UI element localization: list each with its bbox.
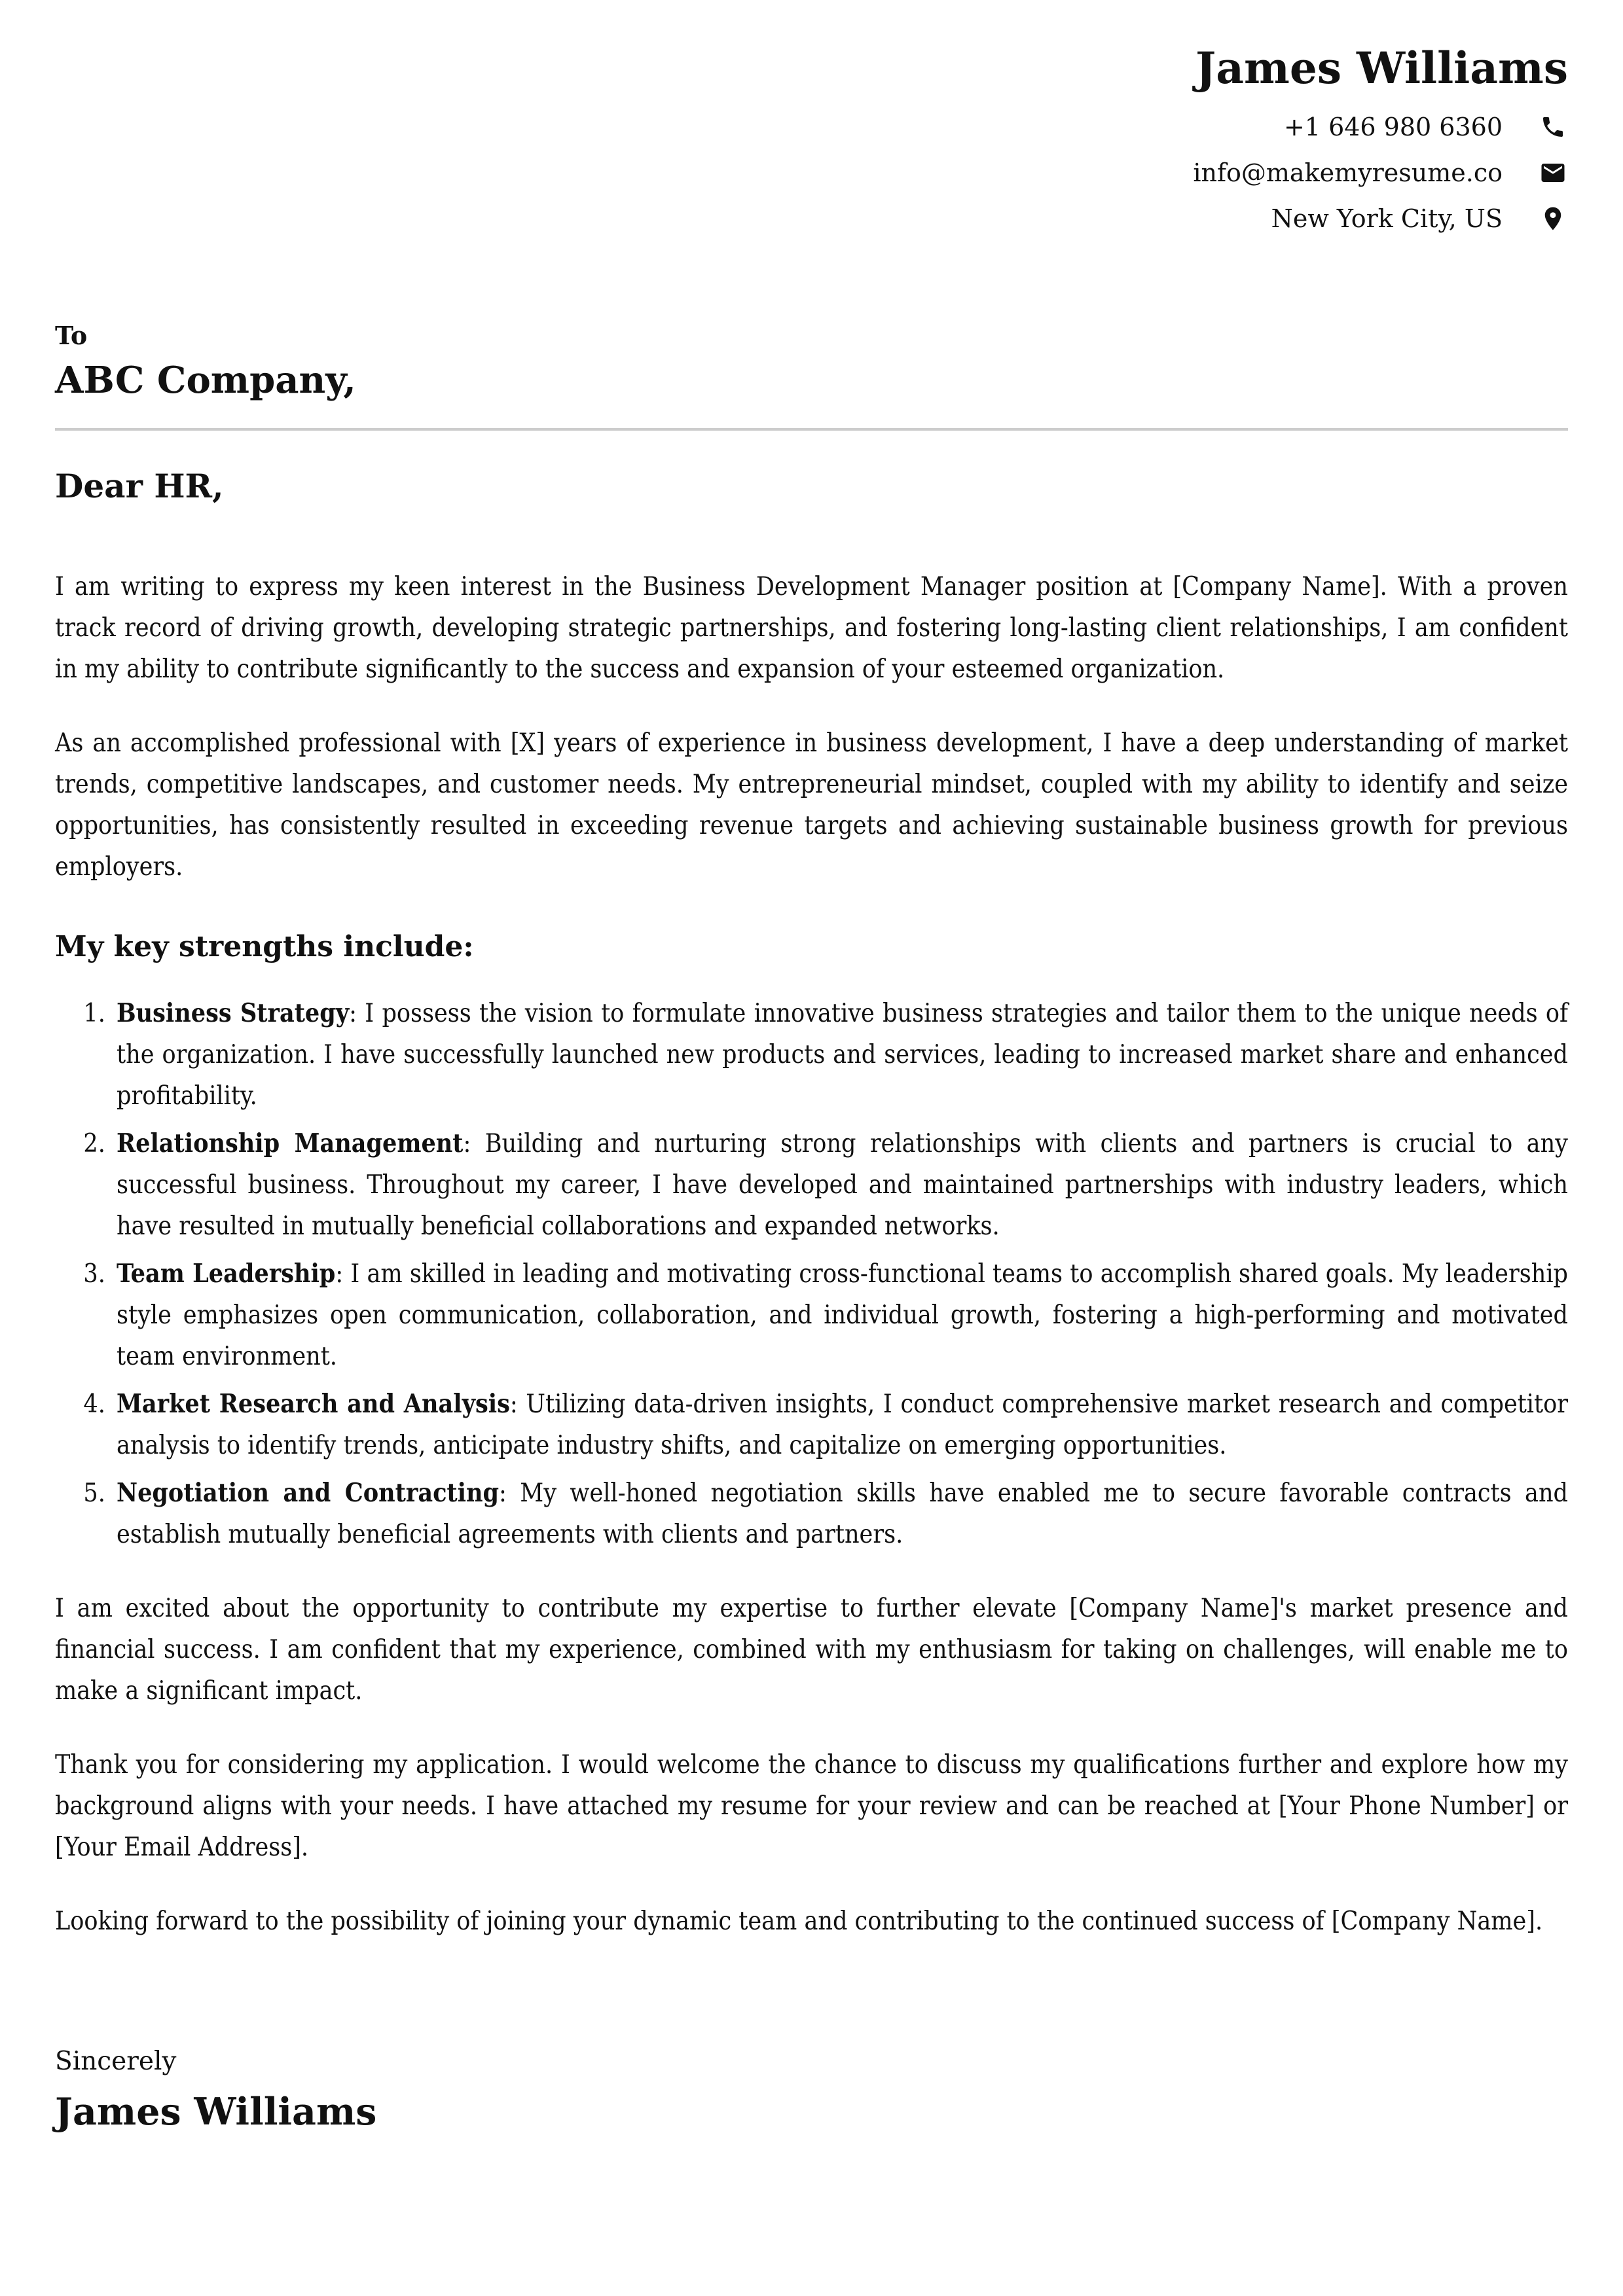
strength-desc: : I am skilled in leading and motivating cross-functional teams to accomplish shared goals. My leadership style emphasizes open communication, collaboration, and individual growth, fostering a high-performing and motivated team environment. — [117, 1259, 1568, 1372]
phone-icon — [1538, 114, 1568, 140]
email-icon — [1538, 159, 1568, 187]
divider — [55, 428, 1568, 431]
recipient-block — [55, 319, 1568, 404]
paragraph-intro: I am writing to express my keen interest in the Business Development Manager position at [Company Name]. With a proven track record of driving growth, developing strategic partnerships, and fostering long-lasting client relationships, I am confident in my ability to contribute significantly to the success and expansion of your esteemed organization. — [55, 571, 1568, 684]
paragraph-closing-1: I am excited about the opportunity to contribute my expertise to further elevate [Company Name]'s market presence and financial success. I am confident that my experience, combined with my enthusiasm for taking on challenges, will enable me to make a significant impact. — [55, 1594, 1568, 1706]
strength-desc: : Building and nurturing strong relationships with clients and partners is crucial to any successful business. Throughout my career, I have developed and maintained partnerships with industry leaders, which have resulted in mutually beneficial collaborations and expanded networks. — [117, 1129, 1569, 1242]
strength-term: Team Leadership — [117, 1259, 336, 1289]
strength-desc: : My well-honed negotiation skills have enabled me to secure favorable contracts and establish mutually beneficial agreements with clients and partners. — [117, 1479, 1569, 1550]
strength-item-relationship-management — [113, 1123, 1568, 1247]
salutation: Dear HR, — [55, 466, 224, 505]
location-icon — [1538, 205, 1568, 232]
strength-term: Business Strategy — [117, 998, 350, 1029]
strength-item-negotiation — [113, 1473, 1568, 1555]
person-name: James Williams — [1195, 43, 1568, 94]
strength-term: Relationship Management — [117, 1128, 464, 1159]
signature-block — [55, 2045, 1568, 2136]
contact-row-location — [55, 203, 1568, 234]
strength-term: Market Research and Analysis — [117, 1389, 510, 1420]
company-name: ABC Company, — [55, 359, 356, 403]
signature-closing: Sincerely — [55, 2047, 177, 2077]
strengths-list — [55, 993, 1568, 1555]
strength-desc: : Utilizing data-driven insights, I conduct comprehensive market research and competitor analysis to identify trends, anticipate industry shifts, and capitalize on emerging opportunities. — [117, 1390, 1568, 1461]
header — [55, 41, 1568, 234]
email-address: info@makemyresume.co — [1193, 158, 1503, 187]
phone-number: +1 646 980 6360 — [1283, 112, 1503, 141]
strengths-heading: My key strengths include: — [55, 929, 474, 963]
paragraph-experience: As an accomplished professional with [X] years of experience in business development, I have a deep understanding of market trends, competitive landscapes, and customer needs. My entrepreneurial mindset, coupled with my ability to identify and seize opportunities, has consistently resulted in exceeding revenue targets and achieving sustainable business growth for previous employers. — [55, 728, 1568, 882]
contact-row-phone — [55, 111, 1568, 143]
strength-item-team-leadership — [113, 1253, 1568, 1377]
strength-item-business-strategy — [113, 993, 1568, 1117]
strength-term: Negotiation and Contracting — [117, 1478, 500, 1509]
paragraph-closing-3: Looking forward to the possibility of joining your dynamic team and contributing to the continued success of [Company Name]. — [55, 1907, 1543, 1937]
location-text: New York City, US — [1271, 204, 1503, 233]
strength-item-market-research — [113, 1384, 1568, 1466]
recipient-label: To — [55, 320, 88, 350]
paragraph-closing-2: Thank you for considering my application. I would welcome the chance to discuss my qualifications further and explore how my background aligns with your needs. I have attached my resume for your review and can be reached at [Your Phone Number] or [Your Email Address]. — [55, 1750, 1568, 1863]
signature-name: James Williams — [55, 2089, 377, 2134]
contact-row-email — [55, 157, 1568, 188]
strength-desc: : I possess the vision to formulate innovative business strategies and tailor them to the unique needs of the organization. I have successfully launched new products and services, leading to increased market share and enhanced profitability. — [117, 999, 1568, 1111]
